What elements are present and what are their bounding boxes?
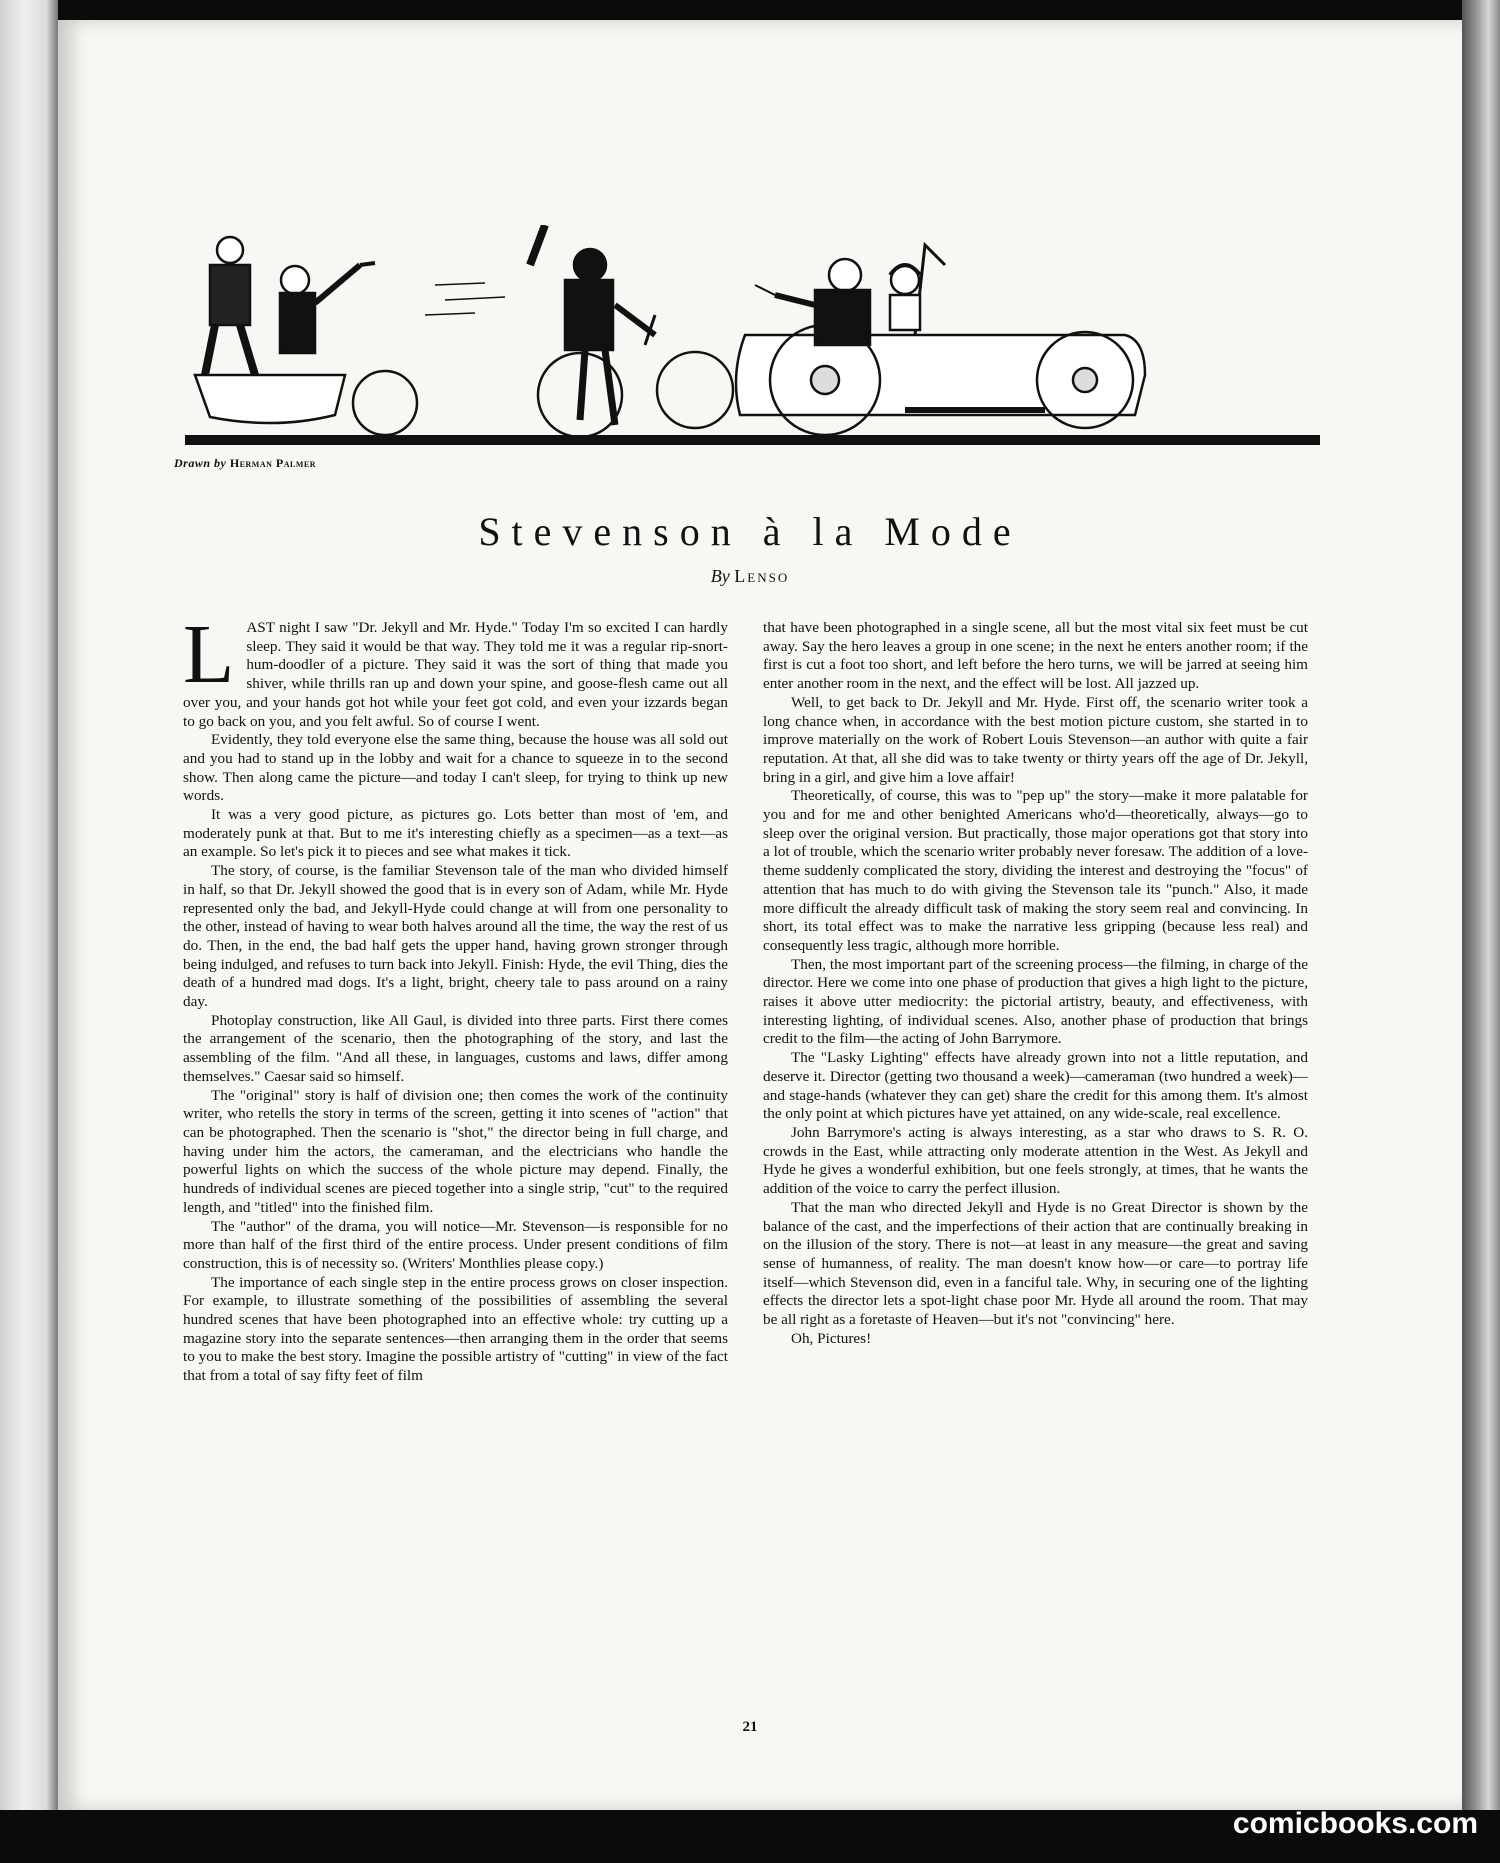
tuxedo-driver xyxy=(755,259,870,345)
policeman-gun xyxy=(280,263,375,353)
paragraph: that have been photographed in a single scene, all but the most vital six feet must be cut away. Say the hero leaves a group in one scene; in the next he enters another room; if the first is cut a foot too short, and left before the hero turns, we will be jarred at seeing him enter another room in the next, and the effect will be lost. All jazzed up. xyxy=(763,619,1308,693)
paragraph: Theoretically, of course, this was to "pep up" the story—make it more palatable for you and for me and other benighted Americans who'd—theoretically, always—go to sleep over the original version. But practically, those major operations got that story into a lot of trouble, which the scenario writer probably never foresaw. The addition of a love-theme suddenly complicated the story, dividing the interest and destroying the "focus" of attention that has much to do with giving the Stevenson tale its "punch." Also, it made more difficult the already difficult task of making the story seem real and convincing. In short, its total effect was to make the narrative less gripping (because less real) and consequently less tragic, although more horrible. xyxy=(763,787,1308,954)
bike-wheel xyxy=(353,371,417,435)
left-page-edge xyxy=(0,0,58,1863)
paragraph: The "author" of the drama, you will notice—Mr. Stevenson—is responsible for no more than half of the first third of the entire process. Under present conditions of film construction, this is of necessity so. (Writers' Monthlies please copy.) xyxy=(183,1217,728,1272)
paragraph xyxy=(183,608,728,731)
byline-prefix: By xyxy=(710,566,730,586)
drop-cap: L xyxy=(183,608,235,701)
paragraph: Photoplay construction, like All Gaul, is divided into three parts. First there comes the arrangement of the scenario, then the photographing of the story, and last the assembling of the film. "And all these, in languages, customs and laws, differ among themselves." Caesar said so himself. xyxy=(183,1011,728,1085)
paragraph: Oh, Pictures! xyxy=(791,1329,872,1347)
paragraph: The story, of course, is the familiar Stevenson tale of the man who divided himself in half, so that Dr. Jekyll showed the good that is in every son of Adam, while Mr. Hyde represented only the bad, and Jekyll-Hyde could change at will from one personality to the other, instead of having to wear both halves around all the time, the way the rest of us do. Then, in the end, the bad half gets the upper hand, having grown stronger through being indulged, and refuses to turn back into Jekyll. Finish: Hyde, the evil Thing, dies the death of a hundred mad dogs. It's a light, bright, cheery tale to pass around on a rainy day. xyxy=(183,862,728,1011)
paragraph: The "original" story is half of division one; then comes the work of the continuity writer, who retells the story in terms of the screen, getting it into scenes of "action" that can be photographed. Then the scenario is "shot," the director being in full charge, and having under him the actors, the cameraman, and the electricians who handle the powerful lights on which the success of the whole picture may depend. Finally, the hundreds of individual scenes are pieced together into a single strip, "cut" to the required length, and "titled" into the finished film. xyxy=(183,1086,728,1216)
motorcycle-front-wheel xyxy=(657,352,733,428)
motorcycle-policeman xyxy=(530,225,655,425)
credit-name: Herman Palmer xyxy=(229,456,317,470)
byline xyxy=(0,566,1500,587)
woman-passenger xyxy=(890,265,920,330)
ground-bar xyxy=(185,435,1320,445)
article-title: Stevenson à la Mode xyxy=(478,509,1022,554)
speed-lines xyxy=(425,283,505,315)
chase-illustration xyxy=(185,225,1320,447)
plaid-figure xyxy=(205,237,255,375)
paragraph: The importance of each single step in the entire process grows on closer inspection. For example, to illustrate something of the possibilities of assembling the several hundred scenes that have been photographed into an effective whole: try cutting up a magazine story into the separate sentences—then arranging them in the order that seems to you to make the best story. Imagine the possible artistry of "cutting" in view of the fact that from a total of say fifty feet of film xyxy=(183,1273,728,1385)
left-column xyxy=(183,608,728,1386)
paragraph: The "Lasky Lighting" effects have already grown into not a little reputation, and deserve it. Director (getting two thousand a week)—cameraman (two hundred a week)—and stage-hands (whatever they can get) share the credit for this among them. It's almost the only point at which pictures have yet attained, on any wide-scale, real excellence. xyxy=(763,1049,1308,1123)
sidecar xyxy=(195,375,345,423)
paragraph: That the man who directed Jekyll and Hyde is no Great Director is shown by the balance of the cast, and the imperfections of their action that are continually breaking in on the illusion of the story. There is not—at least in any measure—the great and saving sense of humanness, of reality. The man doesn't know how—or care—to portray life itself—which Stevenson did, even in a fanciful tale. Why, in securing one of the lighting effects the director lets a spot-light chase poor Mr. Hyde all around the room. That may be all right as a foretaste of Heaven—but it's not "convincing" here. xyxy=(763,1198,1308,1329)
credit-prefix: Drawn by xyxy=(174,456,227,470)
car-front-hub xyxy=(1073,368,1097,392)
paragraph: Then, the most important part of the screening process—the filming, in charge of the director. Here we come into one phase of production that gives a high light to the picture, raises it above utter mediocrity: the pictorial artistry, beauty, and effectiveness, with interesting lighting, of individual scenes. Also, another phase of production that brings credit to the film—the acting of John Barrymore. xyxy=(763,955,1308,1048)
illustration-credit xyxy=(174,456,316,471)
watermark: comicbooks.com xyxy=(1232,1807,1478,1840)
paragraph: John Barrymore's acting is always interesting, as a star who draws to S. R. O. crowds in the East, while attracting only moderate attention in the West. As Jekyll and Hyde he gives a wonderful exhibition, but one feels strongly, at times, that he wants the addition of the voice to carry the perfect illusion. xyxy=(763,1123,1308,1198)
paragraph: It was a very good picture, as pictures go. Lots better than most of 'em, and moderately punk at that. But to me it's interesting chiefly as a specimen—as a text—as an example. So let's pick it to pieces and see what makes it tick. xyxy=(183,806,728,861)
paragraph-text: AST night I saw "Dr. Jekyll and Mr. Hyde." Today I'm so excited I can hardly sleep. They said it would be that way. They told me it was a regular rip-snort-hum-doodler of a picture. They said it was the sort of thing that made you shiver, while thrills ran up and down your spine, and goose-flesh came out all over you, and your hands got hot while your feet got cold, and even your izzards began to go back on you, and you felt awful. So of course I went. xyxy=(183,619,728,730)
page-number: 21 xyxy=(742,1719,758,1735)
paragraph: Evidently, they told everyone else the same thing, because the house was all sold out and you had to stand up in the lobby and wait for a chance to squeeze in to the second show. Then along came the picture—and today I can't sleep, for trying to think up new words. xyxy=(183,731,728,805)
car-rear-hub xyxy=(811,366,839,394)
right-page-edge xyxy=(1462,0,1500,1863)
byline-author: Lenso xyxy=(734,566,790,586)
right-column xyxy=(763,619,1308,1348)
paragraph: Well, to get back to Dr. Jekyll and Mr. Hyde. First off, the scenario writer took a long chance when, in accordance with the best motion picture custom, she started in to improve materially on the work of Robert Louis Stevenson—an author with quite a fair reputation. At that, all she did was to take twenty or thirty years off the age of Dr. Jekyll, bring in a girl, and give him a love affair! xyxy=(763,693,1308,786)
